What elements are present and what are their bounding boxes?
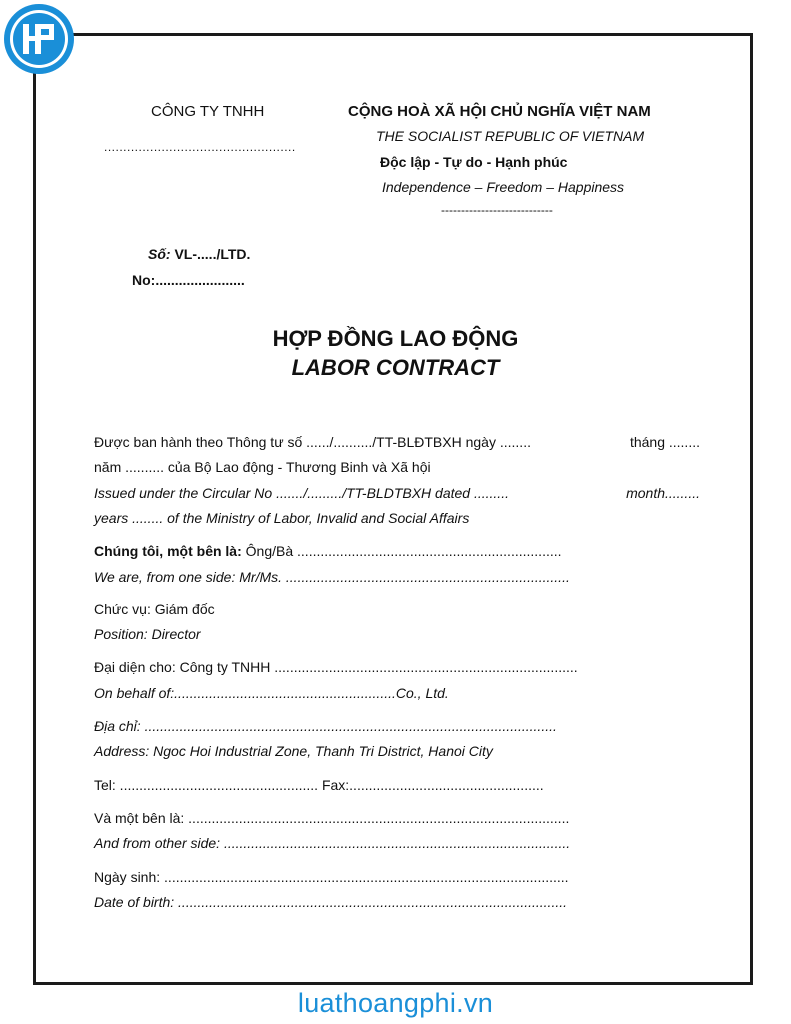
company-label: CÔNG TY TNHH [151,103,265,120]
circular-line-1-b: tháng ........ [629,434,700,450]
document-title: HỢP ĐỒNG LAO ĐỘNG [272,326,519,351]
motto-en: Independence – Freedom – Happiness [382,179,625,195]
hp-logo-icon [2,2,76,76]
position-field: Chức vụ: Giám đốc [94,601,215,617]
circular-line-2: năm .......... của Bộ Lao động - Thương Binh và Xã hội [94,459,431,475]
dob-field: Ngày sinh: ........................................................................................................ [94,869,569,885]
nation-title: CỘNG HOÀ XÃ HỘI CHỦ NGHĨA VIỆT NAM [348,103,651,120]
contract-number-en: No:....................... [132,272,245,288]
nation-title-en: THE SOCIALIST REPUBLIC OF VIETNAM [376,128,645,144]
circular-line-1 [94,434,700,450]
circular-en-line-2: years ........ of the Ministry of Labor, Invalid and Social Affairs [94,510,470,526]
party-a-field [94,543,562,559]
document-title-en: LABOR CONTRACT [291,355,500,380]
so-value: VL-...../LTD. [170,246,251,262]
circular-line-1-a: Được ban hành theo Thông tư số ....../........../TT-BLĐTBXH ngày ........ [94,434,531,450]
party-a-label: Chúng tôi, một bên là: [94,543,242,559]
represent-en: On behalf of:.........................................................Co., Ltd. [94,685,449,701]
circular-en-line-1-b: month......... [626,485,700,501]
address-en: Address: Ngoc Hoi Industrial Zone, Thanh Tri District, Hanoi City [94,743,493,759]
circular-en-line-1 [94,485,700,501]
website-watermark: luathoangphi.vn [297,988,494,1018]
dob-en: Date of birth: .................................................................................................... [94,894,568,910]
address-field: Địa chỉ: .......................................................................................................... [94,718,557,734]
company-name-blank: .................................................. [104,140,296,154]
motto: Độc lập - Tự do - Hạnh phúc [380,154,568,170]
contract-number [148,246,250,262]
party-b-field: Và một bên là: .................................................................................................. [94,810,570,826]
so-label: Số: [148,246,171,262]
party-a-en: We are, from one side: Mr/Ms. ......................................................................... [94,569,570,585]
circular-en-line-1-a: Issued under the Circular No ......./........./TT-BLDTBXH dated ......... [94,485,509,501]
party-a-value: Ông/Bà .................................................................... [241,543,562,559]
header-separator: ---------------------------- [441,203,553,217]
position-en: Position: Director [94,626,201,642]
represent-field: Đại diện cho: Công ty TNHH .............................................................................. [94,659,578,675]
party-b-en: And from other side: ......................................................................................... [94,835,571,851]
tel-fax-field: Tel: ................................................... Fax:.................................................. [94,777,544,793]
